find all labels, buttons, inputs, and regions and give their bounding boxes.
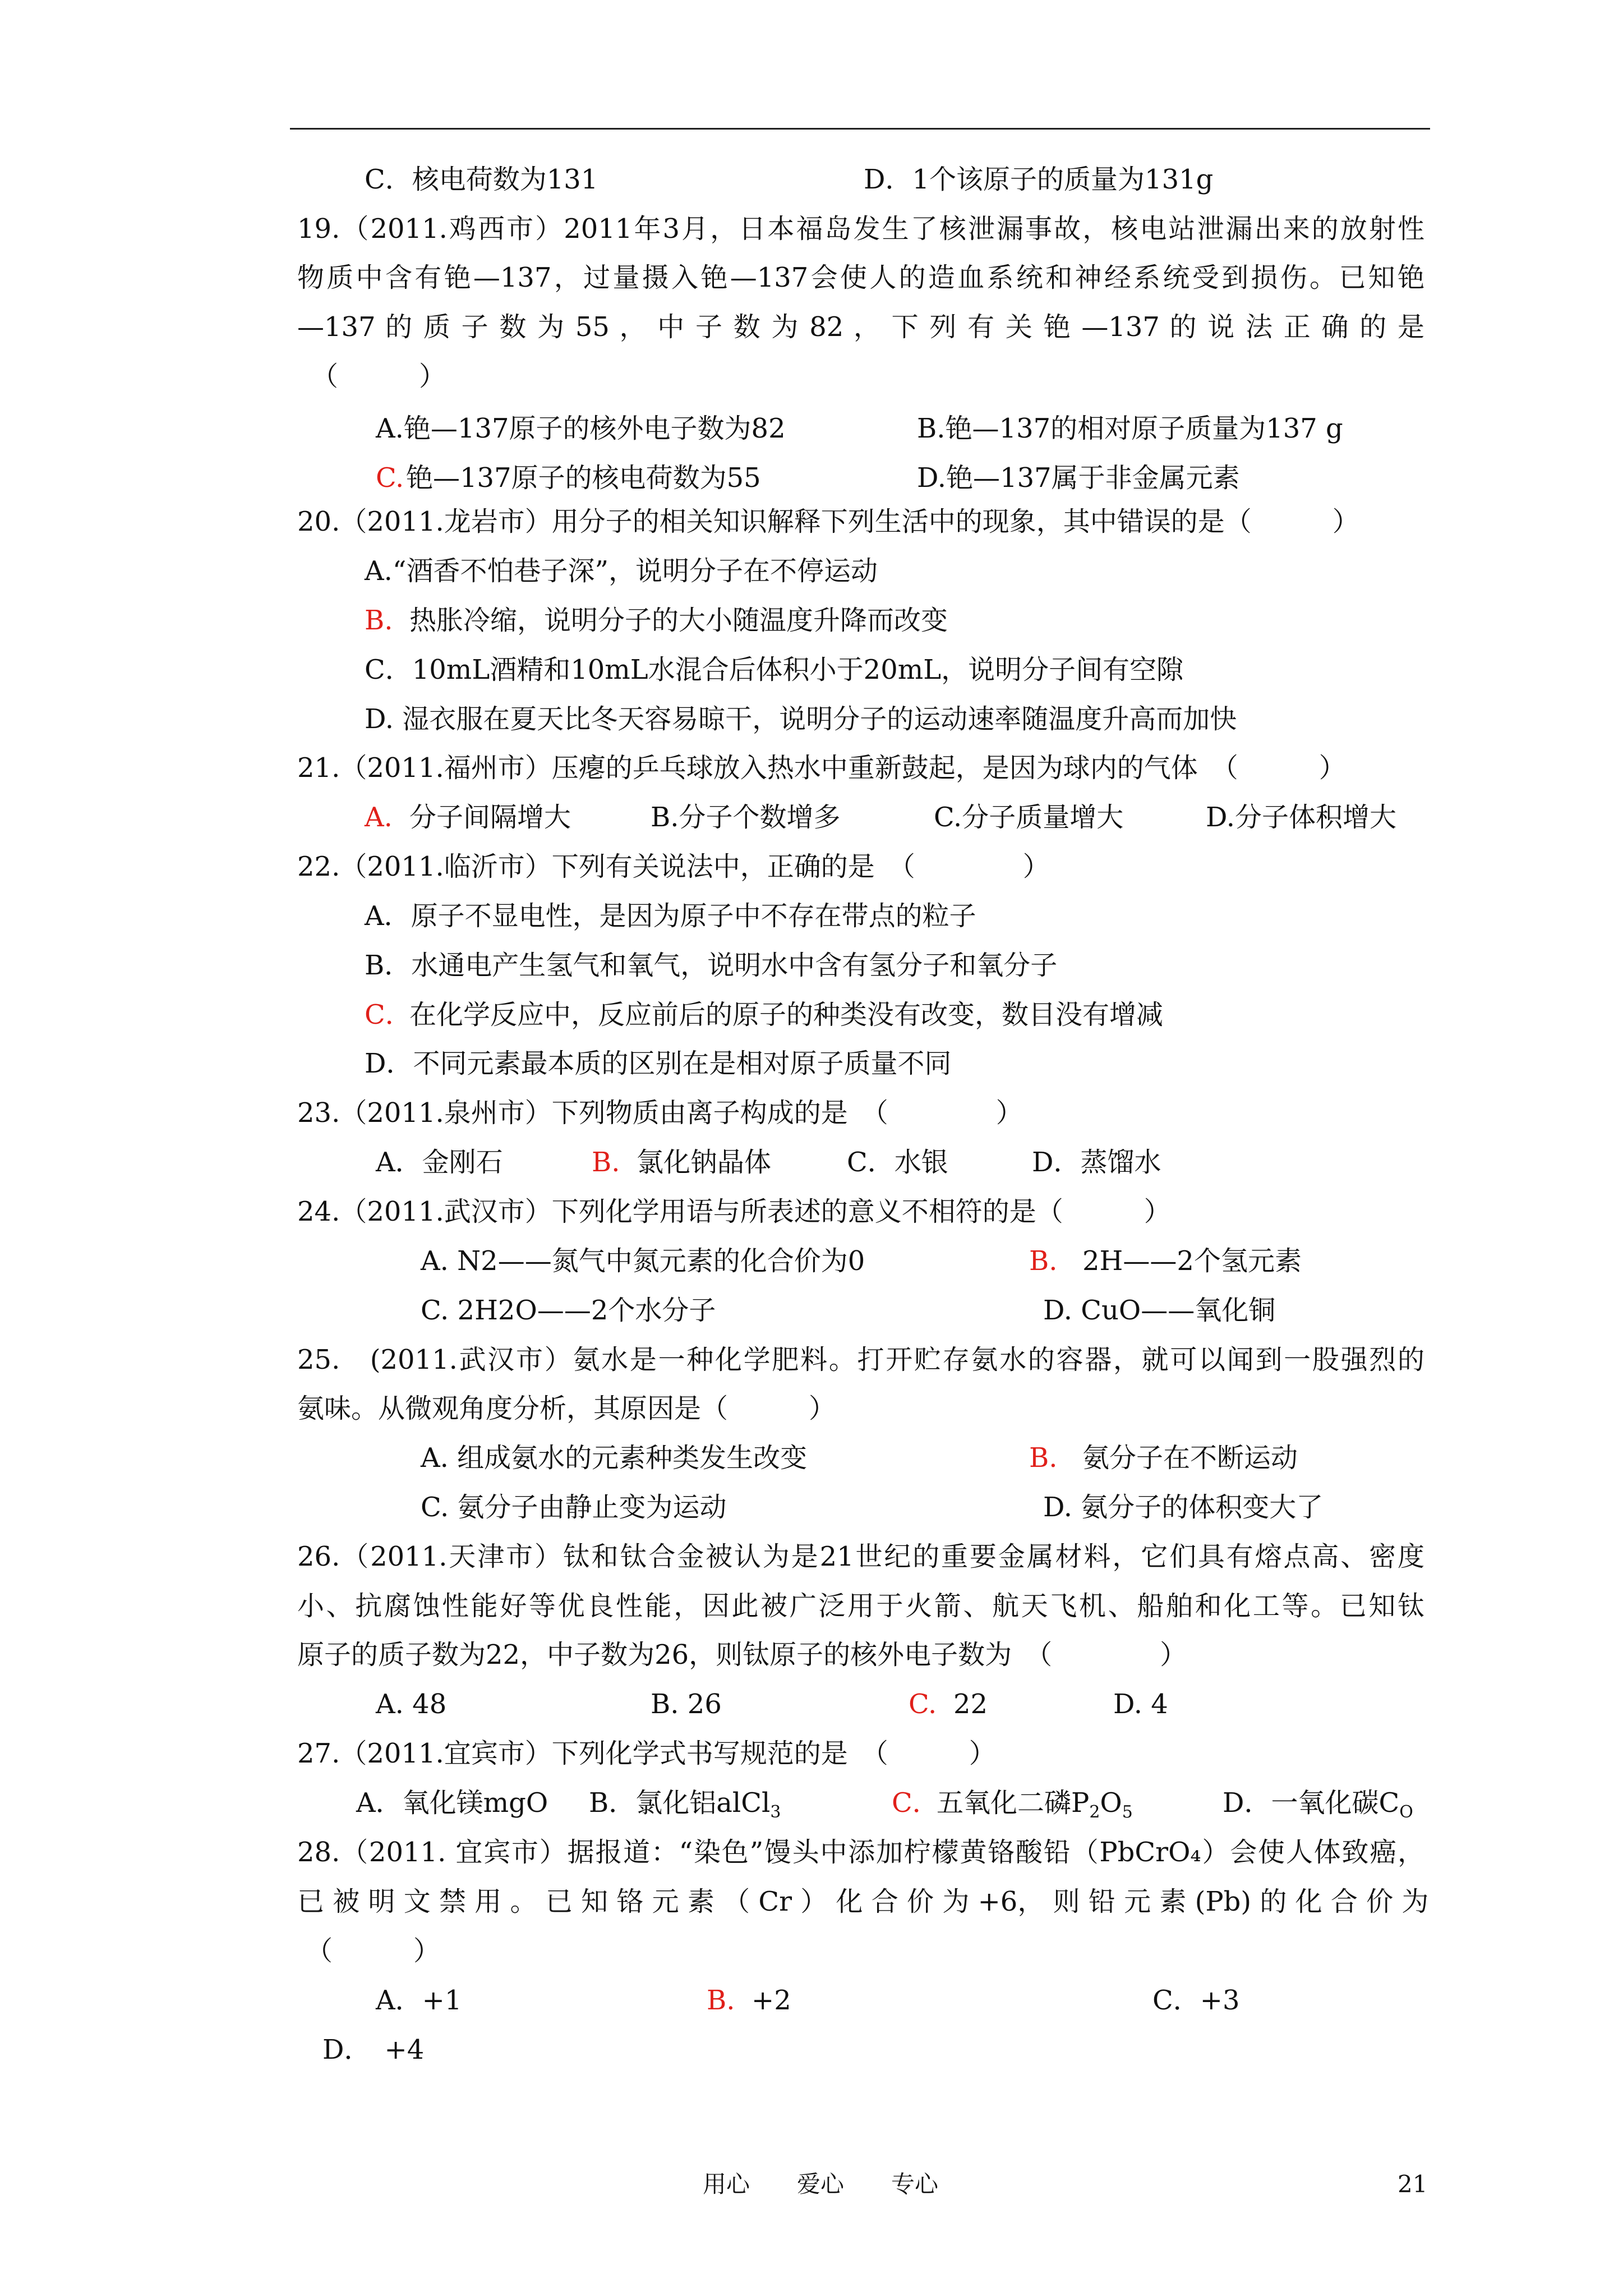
text-segment: A.“酒香不怕巷子深”，说明分子在不停运动	[365, 555, 878, 587]
text-segment: C.分子质量增大	[934, 802, 1124, 833]
answer-marker: B.	[1029, 1442, 1058, 1474]
text-segment: （ ）	[311, 361, 446, 392]
text-segment: B．氯化铝alCl$_3$	[589, 1787, 781, 1822]
text-segment: C．核电荷数为131	[365, 164, 598, 195]
text-segment: C. 2H2O——2个水分子	[421, 1295, 716, 1326]
text-segment: 24.（2011.武汉市）下列化学用语与所表述的意义不相符的是（ ）	[297, 1196, 1171, 1227]
text-segment: C．+3	[1152, 1985, 1240, 2016]
text-line: 已 被 明 文 禁 用 。 已 知 铬 元 素 （ Cr ） 化 合 价 为 +6， 则 铅 元 素 (Pb) 的 化 合 价 为	[297, 1886, 1429, 1917]
footer-slogan: 用心 爱心 专心	[703, 2170, 939, 2198]
text-segment: D．不同元素最本质的区别在是相对原子质量不同	[365, 1048, 952, 1079]
text-line: 25. (2011.武汉市）氨水是一种化学肥料。打开贮存氨水的容器，就可以闻到一股强烈的	[297, 1344, 1424, 1375]
text-segment: 在化学反应中，反应前后的原子的种类没有改变，数目没有增减	[409, 999, 1164, 1030]
text-segment: 21.（2011.福州市）压瘪的乒乓球放入热水中重新鼓起，是因为球内的气体 （ ）	[297, 752, 1346, 784]
text-segment: D. 湿衣服在夏天比冬天容易晾干，说明分子的运动速率随温度升高而加快	[365, 703, 1237, 735]
text-segment: 五氧化二磷$P_2O_5$	[937, 1787, 1133, 1822]
answer-marker: B.	[592, 1147, 620, 1178]
text-segment: D. 氨分子的体积变大了	[1043, 1492, 1324, 1523]
text-segment: 铯—137原子的核电荷数为55	[406, 462, 761, 494]
text-segment: 分子间隔增大	[409, 802, 571, 833]
text-segment: 原子的质子数为22，中子数为26，则钛原子的核外电子数为 （ ）	[297, 1639, 1187, 1671]
text-segment: 氯化钠晶体	[637, 1147, 772, 1178]
text-segment: A. 48	[376, 1688, 447, 1720]
answer-marker: B.	[1029, 1245, 1058, 1277]
text-segment: 22	[953, 1688, 988, 1720]
text-segment: C. 氨分子由静止变为运动	[421, 1492, 727, 1523]
text-segment: A．金刚石	[376, 1147, 503, 1178]
text-segment: D. 4	[1113, 1688, 1168, 1720]
text-segment: D. CuO——氧化铜	[1043, 1295, 1276, 1326]
text-segment: D． +4	[322, 2034, 425, 2065]
answer-marker: B.	[365, 605, 393, 636]
text-segment: B.分子个数增多	[651, 802, 841, 833]
answer-marker: C．	[892, 1787, 939, 1819]
header-rule	[290, 128, 1430, 130]
text-segment: A. 组成氨水的元素种类发生改变	[421, 1442, 808, 1474]
text-segment: A．+1	[376, 1985, 462, 2016]
text-line: —137 的 质 子 数 为 55 ， 中 子 数 为 82 ， 下 列 有 关 铯 —137 的 说 法 正 确 的 是	[297, 311, 1424, 343]
text-segment: 2H——2个氢元素	[1082, 1245, 1302, 1277]
text-segment: B．水通电产生氢气和氧气，说明水中含有氢分子和氧分子	[365, 950, 1058, 981]
text-segment: B.铯—137的相对原子质量为137 g	[917, 413, 1343, 444]
text-line: 物质中含有铯—137，过量摄入铯—137会使人的造血系统和神经系统受到损伤。已知铯	[297, 262, 1424, 293]
answer-marker: B.	[707, 1985, 735, 2016]
answer-marker: C.	[376, 462, 404, 494]
text-segment: 27.（2011.宜宾市）下列化学式书写规范的是 （ ）	[297, 1738, 996, 1769]
text-segment: 氨味。从微观角度分析，其原因是（ ）	[297, 1393, 836, 1424]
text-segment: C．10mL酒精和10mL水混合后体积小于20mL，说明分子间有空隙	[365, 654, 1184, 685]
text-segment: D.分子体积增大	[1206, 802, 1397, 833]
text-segment: A.铯—137原子的核外电子数为82	[376, 413, 786, 444]
text-segment: C．水银	[847, 1147, 948, 1178]
answer-marker: C.	[909, 1688, 937, 1720]
answer-marker: C．	[365, 999, 412, 1030]
text-segment: 氨分子在不断运动	[1082, 1442, 1298, 1474]
text-segment: A．氧化镁mgO	[356, 1787, 548, 1819]
text-segment: A. N2——氮气中氮元素的化合价为0	[421, 1245, 865, 1277]
text-segment: A．原子不显电性，是因为原子中不存在带点的粒子	[365, 900, 976, 932]
text-segment: D．1个该原子的质量为131g	[864, 164, 1214, 195]
text-segment: D.铯—137属于非金属元素	[917, 462, 1240, 494]
text-segment: 22.（2011.临沂市）下列有关说法中，正确的是 （ ）	[297, 851, 1050, 882]
text-segment: D．蒸馏水	[1032, 1147, 1161, 1178]
text-line: 26.（2011.天津市）钛和钛合金被认为是21世纪的重要金属材料，它们具有熔点高、密度	[297, 1541, 1424, 1572]
page-number: 21	[1398, 2170, 1428, 2198]
text-segment: 热胀冷缩，说明分子的大小随温度升降而改变	[409, 605, 948, 636]
text-segment: +2	[751, 1985, 791, 2016]
answer-marker: A.	[365, 802, 393, 833]
text-segment: （ ）	[306, 1935, 441, 1967]
text-segment: B. 26	[651, 1688, 722, 1720]
text-line: 小、抗腐蚀性能好等优良性能，因此被广泛用于火箭、航天飞机、船舶和化工等。已知钛	[297, 1590, 1424, 1622]
text-segment: 20.（2011.龙岩市）用分子的相关知识解释下列生活中的现象，其中错误的是（ ）	[297, 506, 1359, 537]
text-segment: 23.（2011.泉州市）下列物质由离子构成的是 （ ）	[297, 1097, 1023, 1129]
text-segment: D．一氧化碳$C_O$	[1223, 1787, 1413, 1822]
text-line: 19.（2011.鸡西市）2011年3月，日本福岛发生了核泄漏事故，核电站泄漏出来的放射性	[297, 213, 1424, 245]
text-line: 28.（2011. 宜宾市）据报道：“染色”馒头中添加柠檬黄铬酸铅（PbCrO₄）会使人体致癌，	[297, 1837, 1424, 1868]
